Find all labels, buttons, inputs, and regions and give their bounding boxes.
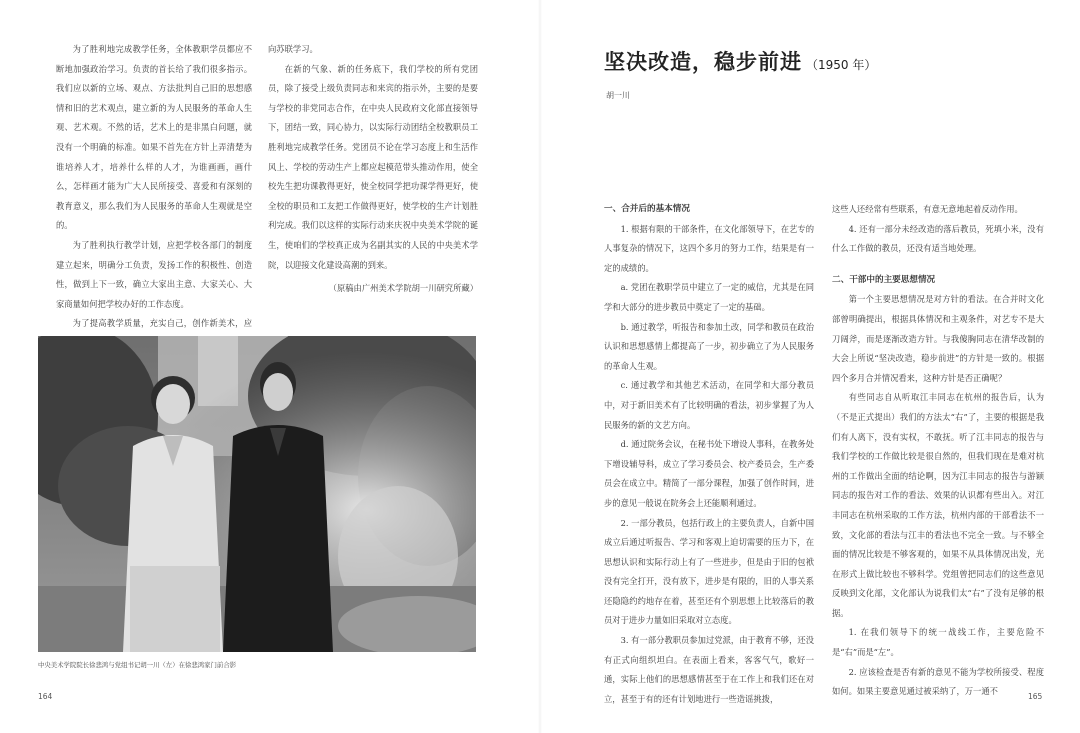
photo-illustration [38, 336, 476, 652]
article-author: 胡一川 [606, 91, 630, 100]
paragraph: 为了提高教学质量，充实自己，创作新美术，应 [72, 318, 252, 329]
paragraph: 为了胜利执行教学计划，应把学校各部门的制度建立起来，明确分工负责，发扬工作的积极性、创造性，做到上下一致，确立大家出主意、大家关心、大家商量如何把学校办好的工作态度。 [56, 239, 252, 309]
paragraph: a. 党团在教职学员中建立了一定的威信，尤其是在同学和大部分的进步教员中奠定了一定的基础。 [604, 282, 814, 312]
page-number-left: 164 [38, 692, 53, 701]
left-column-1 [56, 40, 252, 373]
paragraph: 向苏联学习。 [268, 44, 318, 54]
paragraph: 第一个主要思想情况是对方针的看法。在合并时文化部曾明确提出，根据具体情况和主观条件，对艺专不是大刀阔斧，而是逐渐改造方针。与我傻胸同志在清华改制的大会上所说“坚决改造，稳步前进”的方针是一致的。根据四个多月合并情况看来，这种方针是否正确呢？ [832, 294, 1044, 383]
paragraph: 2. 一部分教员，包括行政上的主要负责人，自新中国成立后通过听报告、学习和客观上迫切需要的压力下，在思想认识和实际行动上有了一些进步，但是由于旧的包袱没有完全打开，没有放下，进步是有限的，旧的人事关系还隐隐约约地存在着，甚至还有个别思想上比较落后的教员对于进步力量如旧采取对立态度。 [604, 517, 814, 626]
article-title-main: 坚决改造，稳步前进 [604, 50, 802, 74]
paragraph: 有些同志自从听取江丰同志在杭州的报告后，认为（不是正式提出）我们的方法太“右”了，主要的根据是我们有人离下，没有实权，不敢抚。听了江丰同志的报告与我们学校的工作做比较是很自然的，但我们现在是难对杭州的工作做出全面的结论啊，因为江丰同志的报告与游颖同志的报告对工作的看法、效果的认识都有些出入。对江丰同志在杭州采取的工作方法，杭州内部的干部看法不一致，文化部的看法与江丰的看法也不完全一致。与不够全面的情况比较是不够客观的，如果不从具体情况出发，光在形式上做比较也不够科学。党组曾把同志们的这些意见反映到文化部，文化部认为说我们太“右”了没有足够的根据。 [832, 392, 1044, 618]
article-title [604, 46, 876, 76]
paragraph: 1. 在我们领导下的统一战线工作，主要危险不是“右”而是“左”。 [832, 627, 1044, 658]
paragraph: 3. 有一部分教职员参加过党派，由于教育不够，还没有正式向组织坦白。在表面上看来，客客气气，歌好一通，实际上他们的思想感情甚至于在工作上和我们还在对立，甚至于有的还有计划地进行一些造谣挑拨， [604, 635, 814, 704]
paragraph: c. 通过教学和其他艺术活动，在同学和大部分教员中，对于新旧美术有了比较明确的看法，初步掌握了为人民服务的新的文艺方向。 [604, 380, 814, 430]
paragraph: 4. 还有一部分未经改造的落后教员，死填小米，没有什么工作做的教员，还没有适当地处理。 [832, 223, 1044, 254]
section-heading-1: 一、合并后的基本情况 [604, 204, 690, 214]
paragraph: 这些人还经常有些联系，有意无意地起着反动作用。 [832, 204, 1023, 214]
photo-caption: 中央美术学院院长徐悲鸿与党组书记胡一川（左）在徐悲鸿家门前合影 [38, 661, 237, 669]
article-title-year: （1950 年） [806, 58, 877, 72]
section-heading-2: 二、干部中的主要思想情况 [832, 274, 936, 285]
page-number-right: 165 [1028, 692, 1043, 701]
paragraph: 1. 根据有限的干部条件，在文化部领导下，在艺专的人事复杂的情况下，这四个多月的努力工作，结果是有一定的成绩的。 [604, 223, 814, 273]
paragraph: b. 通过教学，听报告和参加土改，同学和教员在政治认识和思想感情上都提高了一步，初步确立了为人民服务的革命人生观。 [604, 321, 814, 371]
paragraph: 2. 应该检查是否有新的意见不能为学校所接受、程度如何。如果主要意见通过被采纳了，万一通不 [832, 666, 1044, 697]
left-column-2 [268, 40, 478, 299]
right-column-1 [604, 200, 814, 709]
source-credit: （原稿由广州美术学院胡一川研究所藏） [328, 283, 478, 294]
paragraph: d. 通过院务会议，在秘书处下增设人事科，在教务处下增设辅导科，成立了学习委员会、校产委员会，生产委员会在成立中。精简了一部分课程，加强了创作时间，进步的意见一般说在院务会上还能顺利通过。 [604, 439, 814, 508]
book-gutter [538, 0, 542, 733]
right-column-2 [832, 200, 1044, 702]
paragraph: 为了胜利地完成教学任务，全体教职学员都应不断地加强政治学习。负责的首长给了我们很多指示。我们应以新的立场、观点、方法批判自己旧的思想感情和旧的艺术观点，建立新的为人民服务的革命人生观、艺术观。不然的话，艺术上的是非黑白问题，就没有一个明确的标准。如果不首先在方针上弄清楚为谁培养人才，培养什么样的人才，为谁画画，画什么，怎样画才能为广大人民所接受、喜爱和有深刻的教育意义，那么我们为人民服务的革命人生观就是空的。 [56, 44, 252, 231]
paragraph: 在新的气象、新的任务底下，我们学校的所有党团员，除了接受上级负责同志和来宾的指示外，主要的是要与学校的非党同志合作，在中央人民政府文化部直接领导下，团结一致，同心协力，以实际行动团结全校教职员工胜利地完成教学任务。党团员不论在学习态度上和生活作风上、学校的劳动生产上都应起模范带头推动作用，使全校先生把功课教得更好，使全校同学把功课学得更好，使全校的职员和工友把工作做得更好，使学校的生产计划胜利完成。我们以这样的实际行动来庆祝中央美术学院的诞生，使咱们的学校真正成为名副其实的人民的中央美术学院，以迎接文化建设高潮的到来。 [268, 63, 478, 270]
historical-photo [38, 336, 476, 652]
